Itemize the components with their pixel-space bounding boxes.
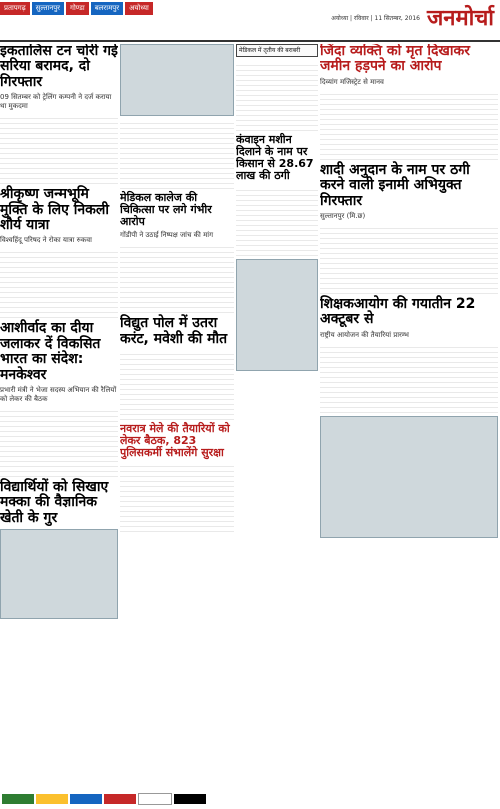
subhead-3: विश्वहिंदू परिषद ने रोका यात्रा रुकवा (0, 236, 92, 245)
headline-1: इकतालिस टन चोरी गई सरिया बरामद, दो गिरफ्तार (0, 44, 118, 90)
column-2 (120, 44, 234, 787)
subhead-9: दिव्यांग मजिस्ट्रेट से मानव (320, 77, 384, 86)
headline-8: नवरात्र मेले की तैयारियों को लेकर बैठक, 823 पुलिसकर्मी संभालेंगे सुरक्षा (120, 422, 230, 460)
text-lines (120, 119, 234, 189)
footer-swatch (104, 794, 136, 804)
text-lines (236, 61, 318, 131)
tab-gonda[interactable]: गोण्डा (66, 2, 89, 15)
text-lines (0, 114, 118, 184)
footer-swatch (2, 794, 34, 804)
text-lines (120, 243, 234, 313)
footer-color-bar (0, 789, 500, 809)
tab-balrampur[interactable]: बलरामपुर (91, 2, 123, 15)
headline-2: मेडिकल कालेज की चिकित्सा पर लगे गंभीर आरोप (120, 191, 212, 229)
photo-4 (320, 416, 498, 538)
headline-9: जिंदा व्यक्ति को मृत दिखाकर जमीन हड़पने का आरोप (320, 44, 470, 75)
tab-pratapgarh[interactable]: प्रतापगढ़ (0, 2, 30, 15)
box-1 (236, 44, 318, 57)
tab-ayodhya[interactable]: अयोध्या (125, 2, 153, 15)
subhead-11: राष्ट्रीय आयोजन की तैयारियां प्रारम्भ (320, 330, 409, 339)
headline-5: आशीर्वाद का दीया जलाकर दें विकसित भारत का संदेश: मनकेश्वर (0, 320, 101, 383)
tabs (0, 2, 153, 15)
headline-10: शादी अनुदान के नाम पर ठगी करने वाली इनामी अभियुक्त गिरफ्तार (320, 161, 470, 209)
headline-7: विद्यार्थियों को सिखाए मक्का की वैज्ञानिक खेती के गुर (0, 478, 109, 526)
footer-swatch (36, 794, 68, 804)
column-4 (320, 44, 498, 787)
subhead-10: सुल्तानपुर (मि.छ) (320, 211, 366, 220)
footer-swatch (70, 794, 102, 804)
box-1-text: मेडिकल में तृतीय की बराबरी (239, 47, 301, 54)
subhead-2: गोंडीपी ने उठाई निष्पक्ष जांच की मांग (120, 231, 214, 240)
masthead (0, 0, 500, 42)
photo-3 (236, 259, 318, 371)
headline-11: शिक्षकआयोग की गयातीन 22 अक्टूबर से (320, 295, 476, 328)
text-lines (236, 186, 318, 256)
headline-6: कंवाइन मशीन दिलाने के नाम पर किसान से 28.67 लाख की ठगी (236, 133, 314, 183)
text-lines (120, 462, 234, 532)
text-lines (0, 407, 118, 477)
footer-swatch (174, 794, 206, 804)
footer-swatch (138, 793, 172, 805)
text-lines (320, 90, 498, 160)
subhead-5: प्रभारी मंत्री ने भेजा सदस्य अभियान की रैलियों को लेकर की बैठक (0, 385, 117, 403)
tab-sultanpur[interactable]: सुल्तानपुर (32, 2, 64, 15)
headline-4: विद्युत पोल में उतरा करंट, मवेशी की मौत (120, 315, 228, 347)
text-lines (320, 224, 498, 294)
subhead-1: 09 सितम्बर को ट्रेलिंग कम्पनी ने दर्ज कराया था मुकदमा (0, 93, 112, 111)
photo-2 (120, 44, 234, 116)
brand-logo: जनमोर्चा (426, 5, 494, 31)
dateline: अयोध्या | रविवार | 11 सितम्बर, 2016 (331, 15, 420, 22)
column-3 (236, 44, 318, 787)
text-lines (0, 248, 118, 318)
photo-1 (0, 529, 118, 619)
text-lines (120, 350, 234, 420)
column-1 (0, 44, 118, 787)
text-lines (320, 343, 498, 413)
headline-3: श्रीकृष्ण जन्मभूमि मुक्ति के लिए निकली शौर्य यात्रा (0, 186, 109, 233)
